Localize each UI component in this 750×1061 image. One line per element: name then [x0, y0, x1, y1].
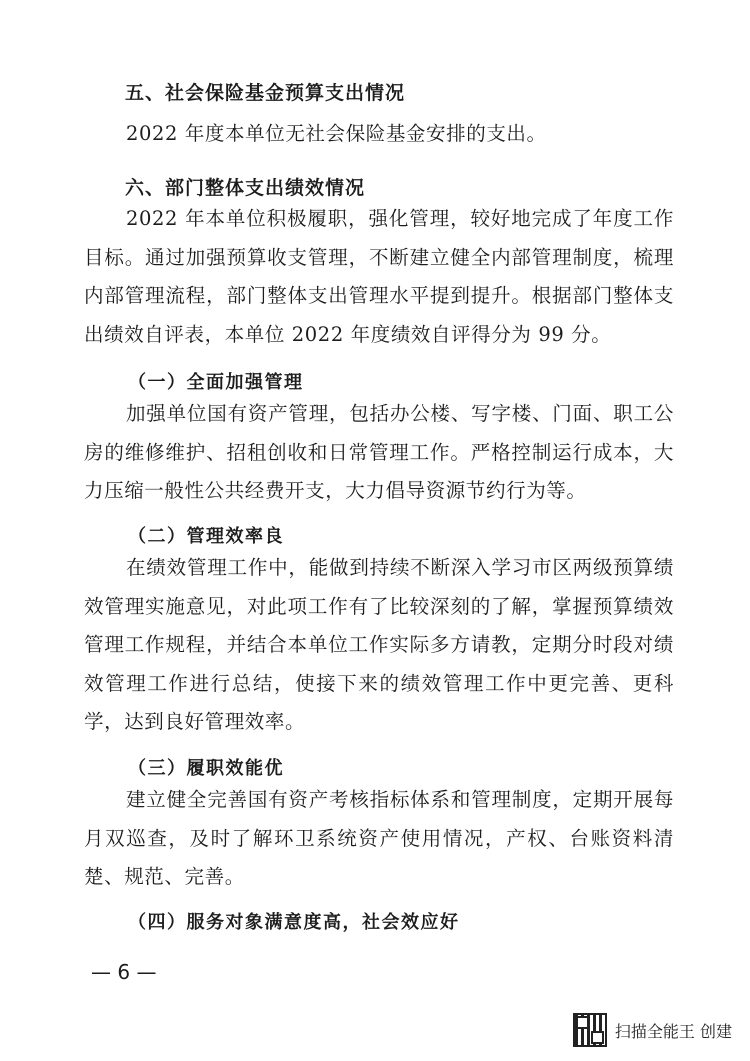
section6-heading: 六、部门整体支出绩效情况 [125, 177, 366, 199]
section5-heading: 五、社会保险基金预算支出情况 [125, 82, 406, 104]
sub3-heading: （三）履职效能优 [128, 758, 284, 779]
sub1-paragraph: 加强单位国有资产管理，包括办公楼、写字楼、门面、职工公房的维修维护、招租创收和日常管理工作。严格控制运行成本，大力压缩一般性公共经费开支，大力倡导资源节约行为等。 [84, 402, 674, 502]
sub3-paragraph: 建立健全完善国有资产考核指标体系和管理制度，定期开展每月双巡查，及时了解环卫系统资产使用情况，产权、台账资料清楚、规范、完善。 [84, 788, 674, 888]
qr-code-icon [573, 1013, 607, 1047]
watermark-text: 扫描全能王 创建 [614, 1021, 732, 1041]
sub1-heading: （一）全面加强管理 [128, 372, 304, 393]
page-number: — 6 — [91, 960, 157, 984]
section6-paragraph: 2022 年本单位积极履职，强化管理，较好地完成了年度工作目标。通过加强预算收支管理，不断建立健全内部管理制度，梳理内部管理流程，部门整体支出管理水平提到提升。根据部门整体支出绩效自评表，本单位 2022 年度绩效自评得分为 99 分。 [84, 207, 674, 346]
scanner-watermark [573, 1013, 732, 1047]
sub2-paragraph: 在绩效管理工作中，能做到持续不断深入学习市区两级预算绩效管理实施意见，对此项工作有了比较深刻的了解，掌握预算绩效管理工作规程，并结合本单位工作实际多方请教，定期分时段对绩效管理工作进行总结，使接下来的绩效管理工作中更完善、更科学，达到良好管理效率。 [84, 556, 674, 733]
sub4-heading: （四）服务对象满意度高，社会效应好 [128, 912, 460, 933]
section5-paragraph: 2022 年度本单位无社会保险基金安排的支出。 [126, 122, 547, 145]
sub2-heading: （二）管理效率良 [128, 526, 284, 547]
